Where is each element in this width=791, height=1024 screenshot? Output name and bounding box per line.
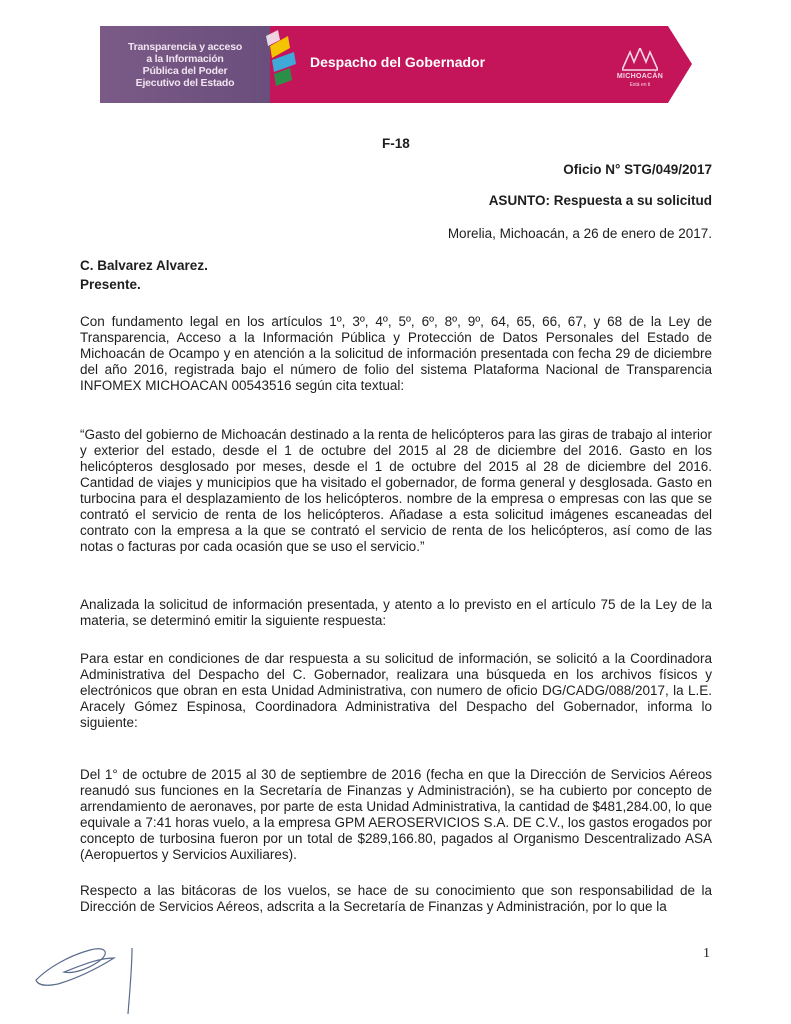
logo-subtext: Está en ti xyxy=(629,82,651,88)
office-block xyxy=(270,26,620,103)
office-number: Oficio N° STG/049/2017 xyxy=(563,162,712,177)
paragraph-expenses: Del 1° de octubre de 2015 al 30 de septiembre de 2016 (fecha en que la Dirección de Servicios Aéreos reanudó sus funciones en la Secretaría de Finanzas y Administración), se ha cubierto por concepto de arrendamiento de aeronaves, por parte de esta Unidad Administrativa, la cantidad de $481,284.00, lo que equivale a 7:41 horas vuelo, a la empresa GPM AEROSERVICIOS S.A. DE C.V., los gastos erogados por concepto de turbosina fueron por un total de $289,166.80, pagados al Organismo Descentralizado ASA (Aeropuertos y Servicios Auxiliares). xyxy=(80,767,712,862)
color-bars-icon xyxy=(264,26,304,103)
transparency-line-3: Pública del Poder xyxy=(142,64,228,77)
subject-line: ASUNTO: Respuesta a su solicitud xyxy=(488,193,712,208)
recipient-name: C. Balvarez Alvarez. xyxy=(80,258,208,273)
signature-mark xyxy=(28,928,148,1018)
office-title: Despacho del Gobernador xyxy=(310,54,486,70)
transparency-line-2: a la Información xyxy=(146,52,224,65)
page-number: 1 xyxy=(703,946,710,961)
paragraph-analysis: Analizada la solicitud de información presentada, y atento a lo previsto en el artículo 75 de la Ley de la materia, se determinó emitir la siguiente respuesta: xyxy=(80,597,712,628)
transparency-line-4: Ejecutivo del Estado xyxy=(135,76,235,89)
transparency-block xyxy=(100,26,270,103)
recipient-salutation: Presente. xyxy=(80,277,141,292)
paragraph-legal-basis: Con fundamento legal en los artículos 1º, 3º, 4º, 5º, 6º, 8º, 9º, 64, 65, 66, 67, y 68 de la Ley de Transparencia, Acceso a la Información Pública y Protección de Datos Personales del Estado de Michoacán de Ocampo y en atención a la solicitud de información presentada con fecha 29 de diciembre del año 2016, registrada bajo el número de folio del sistema Plataforma Nacional de Transparencia INFOMEX MICHOACAN 00543516 según cita textual: xyxy=(80,314,712,393)
form-code: F-18 xyxy=(382,136,410,151)
transparency-line-1: Transparencia y acceso xyxy=(127,40,243,53)
header-banner xyxy=(100,26,692,103)
transparency-text xyxy=(110,41,260,89)
place-date: Morelia, Michoacán, a 26 de enero de 2017. xyxy=(447,226,712,241)
paragraph-request-quote: “Gasto del gobierno de Michoacán destinado a la renta de helicópteros para las giras de trabajo al interior y exterior del estado, desde el 1 de octubre del 2015 al 28 de diciembre del 2016. Gasto en los helicópteros desglosado por meses, desde el 1 de octubre del 2015 al 28 de diciembre del 2016. Cantidad de viajes y municipios que ha visitado el gobernador, de forma general y desglosada. Gasto en turbocina para el desplazamiento de los helicópteros. nombre de la empresa o empresas con las que se contrató el servicio de renta de los helicópteros. Añadase a esta solicitud imágenes escaneadas del contrato con la empresa a la que se contrató el servicio de renta de los helicópteros, así como de las notas o facturas por cada ocasión que se uso el servicio.” xyxy=(80,427,712,554)
michoacan-logo-icon xyxy=(622,48,658,72)
logo-text: MICHOACÁN xyxy=(616,73,664,80)
paragraph-flight-logs: Respecto a las bitácoras de los vuelos, se hace de su conocimiento que son responsabilidad de la Dirección de Servicios Aéreos, adscrita a la Secretaría de Finanzas y Administración, por lo que la xyxy=(80,883,712,914)
paragraph-search: Para estar en condiciones de dar respuesta a su solicitud de información, se solicitó a la Coordinadora Administrativa del Despacho del C. Gobernador, realizara una búsqueda en los archivos físicos y electrónicos que obran en esta Unidad Administrativa, con numero de oficio DG/CADG/088/2017, la L.E. Aracely Gómez Espinosa, Coordinadora Administrativa del Despacho del Gobernador, informa lo siguiente: xyxy=(80,651,712,730)
